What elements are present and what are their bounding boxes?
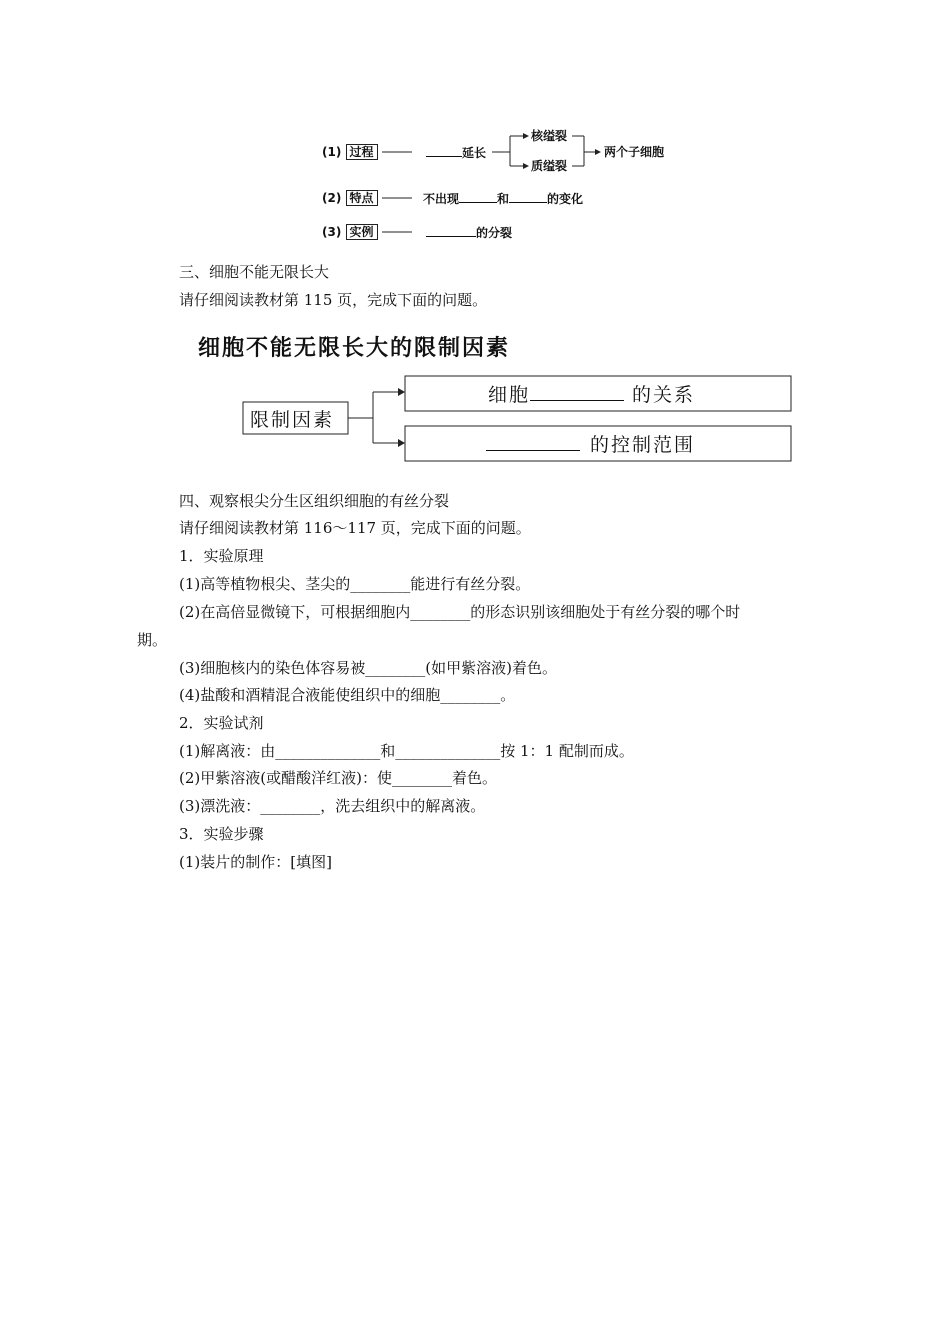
blank (486, 430, 580, 451)
row1-after-text: 延长 (462, 146, 487, 160)
blank (530, 380, 624, 401)
branch-bottom: 质缢裂 (531, 159, 568, 173)
subheading-reagents: 2．实验试剂 (179, 714, 264, 732)
diagram2-bottom-box (486, 430, 695, 457)
row1-num: (1) (322, 145, 342, 159)
row2-pre: 不出现 (423, 192, 460, 206)
bottom-post: 的控制范围 (590, 434, 696, 456)
principle-3: (3)细胞核内的染色体容易被________(如甲紫溶液)着色。 (179, 659, 557, 677)
row1-label-box: 过程 (346, 144, 378, 160)
row2-label-box: 特点 (346, 190, 378, 206)
section4-heading: 四、观察根尖分生区组织细胞的有丝分裂 (179, 492, 450, 510)
section3-heading: 三、细胞不能无限长大 (179, 263, 330, 281)
row3-label-box: 实例 (346, 224, 378, 240)
row3-post: 的分裂 (476, 226, 513, 240)
branch-top: 核缢裂 (531, 129, 568, 143)
row2-num: (2) (322, 191, 342, 205)
reagent-2: (2)甲紫溶液(或醋酸洋红液)：使________着色。 (179, 769, 497, 787)
section3-intro: 请仔细阅读教材第 115 页，完成下面的问题。 (179, 291, 488, 309)
principle-2-cont: 期。 (137, 631, 168, 649)
principle-1: (1)高等植物根尖、茎尖的________能进行有丝分裂。 (179, 575, 531, 593)
subheading-steps: 3．实验步骤 (179, 825, 264, 843)
diagram2-top-box (488, 380, 695, 407)
reagent-3: (3)漂洗液：________，洗去组织中的解离液。 (179, 797, 486, 815)
reagent-1: (1)解离液：由______________和______________按 1：1 配制而成。 (179, 742, 634, 760)
diagram2-left-box: 限制因素 (250, 409, 335, 431)
row3-num: (3) (322, 225, 342, 239)
diagram2-title: 细胞不能无限长大的限制因素 (198, 336, 511, 361)
top-post: 的关系 (632, 384, 696, 406)
row2-post: 的变化 (547, 192, 584, 206)
row2-mid: 和 (497, 192, 510, 206)
principle-4: (4)盐酸和酒精混合液能使组织中的细胞________。 (179, 686, 516, 704)
section4-intro: 请仔细阅读教材第 116～117 页，完成下面的问题。 (179, 519, 531, 537)
subheading-principle: 1．实验原理 (179, 547, 264, 565)
top-pre: 细胞 (488, 384, 531, 406)
result-text: 两个子细胞 (604, 145, 665, 159)
step-1: (1)装片的制作：[填图] (179, 853, 332, 871)
diagram2-lines (0, 0, 950, 480)
principle-2: (2)在高倍显微镜下，可根据细胞内________的形态识别该细胞处于有丝分裂的哪个时 (179, 603, 741, 621)
